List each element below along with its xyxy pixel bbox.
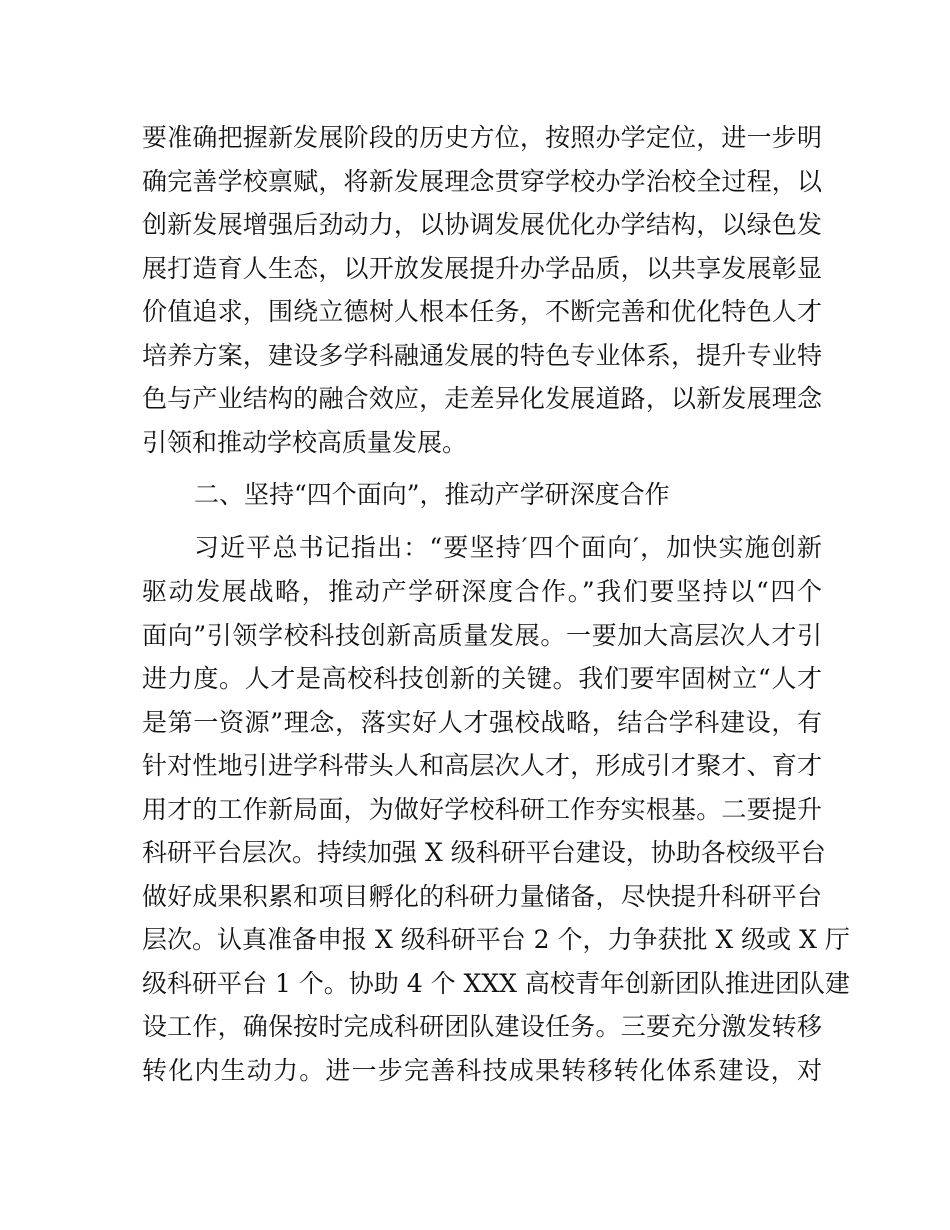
text-line: 级科研平台 1 个。协助 4 个 XXX 高校青年创新团队推进团队建	[142, 969, 850, 998]
text-line: 培养方案，建设多学科融通发展的特色专业体系，提升专业特	[142, 341, 822, 370]
text-line: 展打造育人生态，以开放发展提升办学品质，以共享发展彰显	[142, 254, 822, 283]
text-line: 引领和推动学校高质量发展。	[142, 428, 468, 457]
text-line: 用才的工作新局面，为做好学校科研工作夯实根基。二要提升	[142, 795, 822, 824]
text-line: 创新发展增强后劲动力，以协调发展优化办学结构，以绿色发	[142, 210, 822, 239]
text-line: 驱动发展战略，推动产学研深度合作。”我们要坚持以“四个	[142, 577, 822, 606]
text-line: 要准确把握新发展阶段的历史方位，按照办学定位，进一步明	[142, 123, 822, 152]
text-line: 进力度。人才是高校科技创新的关键。我们要牢固树立“人才	[142, 664, 822, 693]
text-line: 设工作，确保按时完成科研团队建设任务。三要充分激发转移	[142, 1012, 822, 1041]
text-line: 是第一资源”理念，落实好人才强校战略，结合学科建设，有	[142, 708, 822, 737]
text-line: 做好成果积累和项目孵化的科研力量储备，尽快提升科研平台	[142, 882, 822, 911]
text-line: 习近平总书记指出：“要坚持′四个面向′，加快实施创新	[194, 533, 822, 562]
text-line: 转化内生动力。进一步完善科技成果转移转化体系建设，对	[142, 1056, 822, 1085]
section-heading: 二、坚持“四个面向”，推动产学研深度合作	[194, 480, 670, 509]
text-line: 面向”引领学校科技创新高质量发展。一要加大高层次人才引	[142, 621, 822, 650]
text-line: 科研平台层次。持续加强 X 级科研平台建设，协助各校级平台	[142, 838, 826, 867]
text-line: 色与产业结构的融合效应，走差异化发展道路，以新发展理念	[142, 384, 822, 413]
text-line: 确完善学校禀赋，将新发展理念贯穿学校办学治校全过程，以	[142, 167, 822, 196]
text-line: 价值追求，围绕立德树人根本任务，不断完善和优化特色人才	[142, 297, 822, 326]
text-line: 层次。认真准备申报 X 级科研平台 2 个，力争获批 X 级或 X 厅	[142, 925, 850, 954]
text-line: 针对性地引进学科带头人和高层次人才，形成引才聚才、育才	[142, 751, 822, 780]
